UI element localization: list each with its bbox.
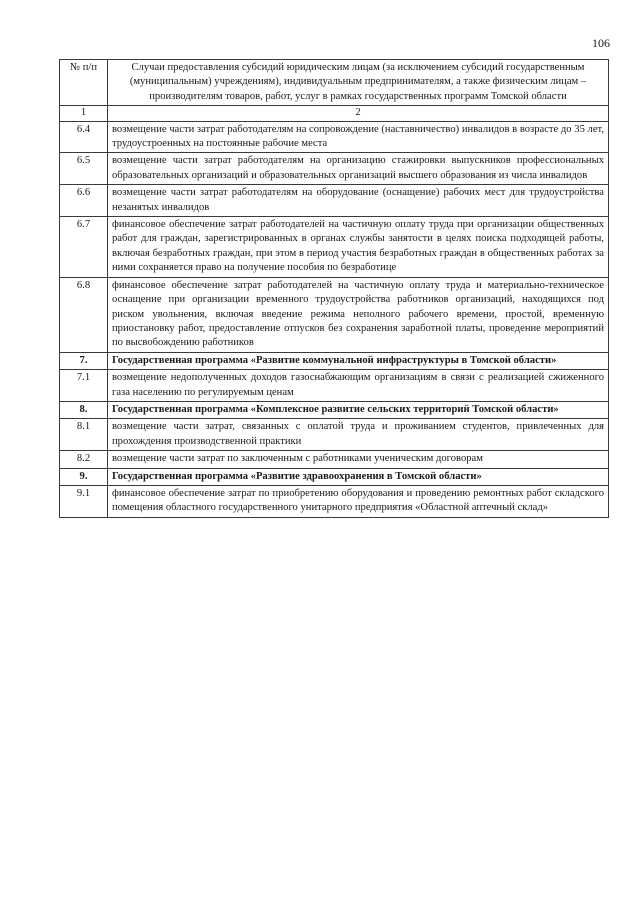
section-title: Государственная программа «Развитие здравоохранения в Томской области» [108, 468, 609, 485]
row-number: 9.1 [60, 485, 108, 517]
row-text: возмещение части затрат работодателям на организацию стажировки выпускников профессиональных образовательных организаций и образовательных организаций высшего образования из числа инвалидов [108, 153, 609, 185]
section-number: 7. [60, 352, 108, 369]
row-number: 6.7 [60, 217, 108, 278]
table-row [60, 485, 609, 517]
table-row [60, 277, 609, 352]
table-row [60, 185, 609, 217]
row-number: 6.6 [60, 185, 108, 217]
row-text: возмещение части затрат по заключенным с работниками ученическим договорам [108, 451, 609, 468]
row-number: 6.5 [60, 153, 108, 185]
table-row [60, 451, 609, 468]
header-number-column: № п/п [60, 60, 108, 106]
row-text: финансовое обеспечение затрат работодателей на частичную оплату труда и материально-техническое оснащение при организации временного трудоустройства работников организаций, находящихся под риском увольнения, включая введение режима неполного рабочего времени, простой, временную приостановку работ, предоставление отпусков без сохранения заработной платы, проведение мероприятий по высвобождению работников [108, 277, 609, 352]
row-number: 6.4 [60, 121, 108, 153]
row-text: финансовое обеспечение затрат работодателей на частичную оплату труда при организации общественных работ для граждан, зарегистрированных в органах службы занятости в целях поиска подходящей работы, включая безработных граждан, при этом в период участия безработных граждан в общественных работах за ними сохраняется право на получение пособия по безработице [108, 217, 609, 278]
subsidy-cases-table [59, 59, 609, 518]
row-text: возмещение части затрат работодателям на сопровождение (наставничество) инвалидов в возрасте до 35 лет, трудоустроенных на постоянные рабочие места [108, 121, 609, 153]
column-index-1: 1 [60, 106, 108, 121]
header-description-column: Случаи предоставления субсидий юридическим лицам (за исключением субсидий государственным (муниципальным) учреждениям), индивидуальным предпринимателям, а также физическим лицам – производителям товаров, работ, услуг в рамках государственных программ Томской области [108, 60, 609, 106]
program-section-row [60, 468, 609, 485]
table-row [60, 419, 609, 451]
table-row [60, 217, 609, 278]
section-number: 9. [60, 468, 108, 485]
table-header-row [60, 60, 609, 106]
row-number: 6.8 [60, 277, 108, 352]
section-number: 8. [60, 401, 108, 418]
program-section-row [60, 352, 609, 369]
row-number: 8.2 [60, 451, 108, 468]
section-title: Государственная программа «Развитие коммунальной инфраструктуры в Томской области» [108, 352, 609, 369]
column-index-row [60, 106, 609, 121]
section-title: Государственная программа «Комплексное развитие сельских территорий Томской области» [108, 401, 609, 418]
row-text: возмещение части затрат работодателям на оборудование (оснащение) рабочих мест для трудоустройства незанятых инвалидов [108, 185, 609, 217]
row-text: финансовое обеспечение затрат по приобретению оборудования и проведению ремонтных работ складского помещения областного государственного унитарного предприятия «Областной аптечный склад» [108, 485, 609, 517]
table-row [60, 121, 609, 153]
row-number: 7.1 [60, 370, 108, 402]
row-number: 8.1 [60, 419, 108, 451]
row-text: возмещение недополученных доходов газоснабжающим организациям в связи с реализацией сжиженного газа населению по регулируемым ценам [108, 370, 609, 402]
table-row [60, 370, 609, 402]
table-row [60, 153, 609, 185]
column-index-2: 2 [108, 106, 609, 121]
page-number: 106 [592, 36, 610, 50]
program-section-row [60, 401, 609, 418]
row-text: возмещение части затрат, связанных с оплатой труда и проживанием студентов, привлеченных для прохождения производственной практики [108, 419, 609, 451]
